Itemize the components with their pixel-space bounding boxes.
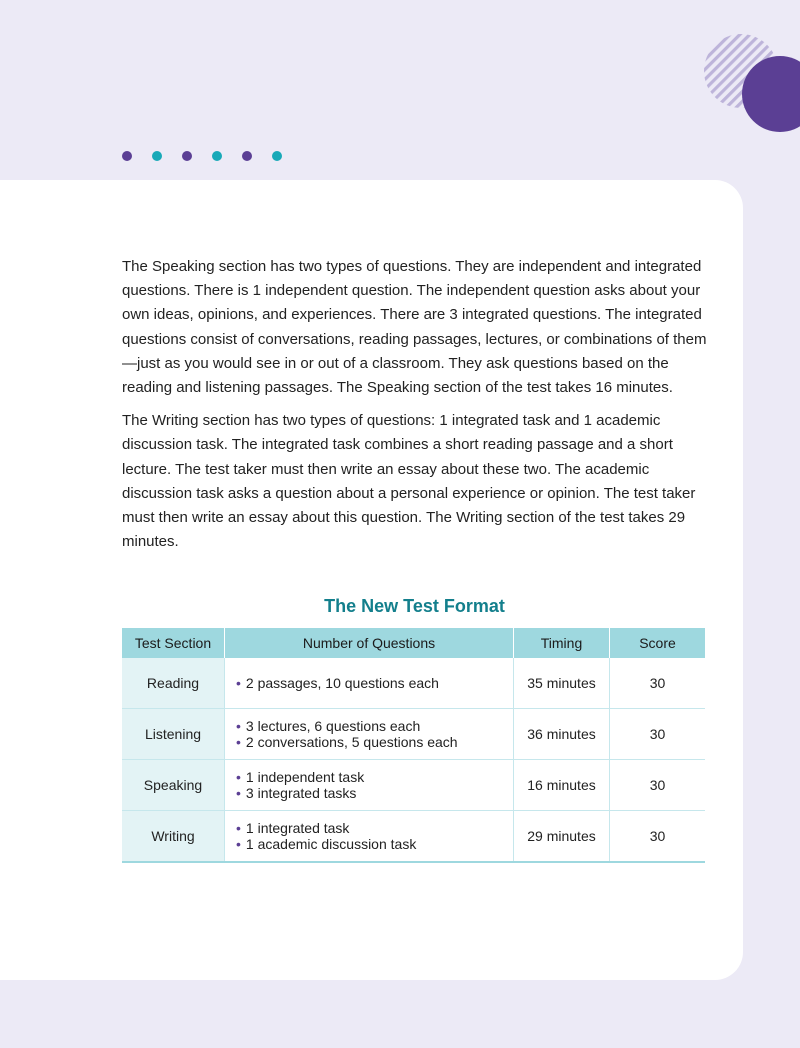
bullet-icon: • [236,768,241,785]
content-area [122,255,707,863]
bullet-icon: • [236,675,241,692]
table-row [122,658,705,709]
timing-cell: 29 minutes [514,811,610,863]
questions-cell [225,658,514,709]
bullet-icon: • [236,836,241,853]
header-score: Score [610,628,706,658]
list-item [236,675,513,692]
table-header-row [122,628,705,658]
bullet-icon: • [236,717,241,734]
table-row [122,811,705,863]
speaking-paragraph: The Speaking section has two types of questions. They are independent and integrated questions. There is 1 independent question. The independent question asks about your own ideas, opinions, and experiences. There are 3 integrated questions. The integrated questions consist of conversations, reading passages, lectures, or combinations of them—just as you would see in or out of a classroom. They ask questions based on the reading and listening passages. The Speaking section of the test takes 16 minutes. [122,258,707,397]
section-cell: Speaking [122,760,225,811]
questions-list [236,769,513,802]
decorative-dot [182,151,192,161]
list-item [236,820,513,837]
timing-cell: 35 minutes [514,658,610,709]
section-cell: Reading [122,658,225,709]
bullet-icon: • [236,785,241,802]
score-cell: 30 [610,760,706,811]
question-text: 1 integrated task [245,819,350,836]
timing-cell: 16 minutes [514,760,610,811]
list-item [236,734,513,751]
timing-cell: 36 minutes [514,709,610,760]
test-format-table [122,628,705,863]
header-test-section: Test Section [122,628,225,658]
list-item [236,836,513,853]
section-cell: Writing [122,811,225,863]
decorative-dot [212,151,222,161]
score-cell: 30 [610,811,706,863]
question-text: 3 lectures, 6 questions each [245,717,421,734]
questions-cell [225,760,514,811]
questions-cell [225,811,514,863]
header-timing: Timing [514,628,610,658]
content-card [0,180,743,980]
score-cell: 30 [610,709,706,760]
header-number-of-questions: Number of Questions [225,628,514,658]
table-title: The New Test Format [324,596,505,617]
score-cell: 30 [610,658,706,709]
decorative-dots [122,151,282,161]
questions-cell [225,709,514,760]
table-row [122,760,705,811]
decorative-dot [272,151,282,161]
question-text: 2 passages, 10 questions each [245,675,439,692]
decorative-dot [122,151,132,161]
questions-list [236,718,513,751]
question-text: 2 conversations, 5 questions each [245,734,458,751]
list-item [236,718,513,735]
writing-paragraph: The Writing section has two types of questions: 1 integrated task and 1 academic discussion task. The integrated task combines a short reading passage and a short lecture. The test taker must then write an essay about these two. The academic discussion task asks a question about a personal experience or opinion. The test taker must then write an essay about this question. The Writing section of the test takes 29 minutes. [122,412,696,551]
bullet-icon: • [236,819,241,836]
decorative-dot [242,151,252,161]
table-body [122,658,705,862]
questions-list [236,820,513,853]
question-text: 1 academic discussion task [245,836,417,853]
section-cell: Listening [122,709,225,760]
question-text: 3 integrated tasks [245,785,357,802]
bullet-icon: • [236,734,241,751]
question-text: 1 independent task [245,768,365,785]
decorative-dot [152,151,162,161]
list-item [236,785,513,802]
table-row [122,709,705,760]
decorative-circles [0,0,800,180]
questions-list [236,675,513,692]
list-item [236,769,513,786]
